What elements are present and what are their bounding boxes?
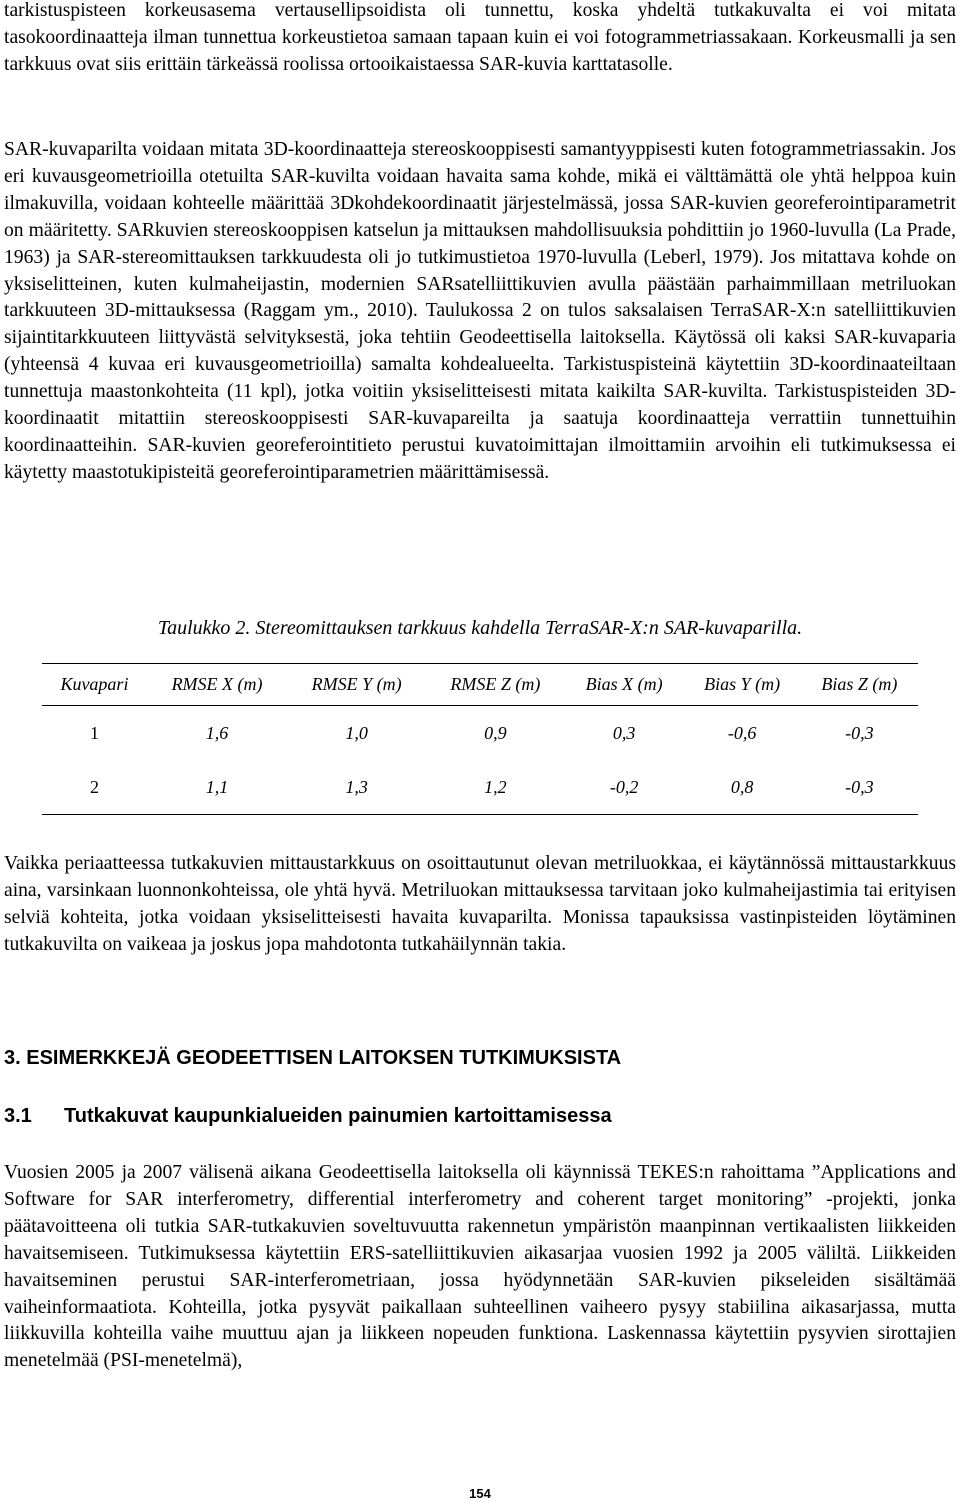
cell-rmse-x: 1,6: [205, 722, 229, 743]
header-kuvapari: Kuvapari: [42, 664, 147, 706]
cell-bias-z: -0,3: [845, 722, 874, 743]
paragraph-stereo-measurement: SAR-kuvaparilta voidaan mitata 3D-koordinaatteja stereoskooppisesti samantyyppisesti kuten fotogrammetriassakin. Jos eri kuvausgeometrioilla otetuilta SAR-kuvilta voidaan havaita sama kohde, mikä ei välttämättä ole yhtä helppoa kuin ilmakuvilla, voidaan kohteelle määrittää 3Dkohdekoordinaatit järjestelmässä, jossa SAR-kuvien georeferointiparametrit on määritetty. SARkuvien stereoskooppisen katselun ja mittauksen mahdollisuuksia pohdittiin jo 1960-luvulla (La Prade, 1963) ja SAR-stereomittauksen tarkkuudesta oli jo tutkimustietoa 1970-luvulla (Leberl, 1979). Jos mitattava kohde on yksiselitteinen, kuten kulmaheijastin, modernien SARsatelliittikuvien avulla päästään parhaimmillaan metriluokan tarkkuuteen 3D-mittauksessa (Raggam ym., 2010). Taulukossa 2 on tulos saksalaisen TerraSAR-X:n satelliittikuvien sijaintitarkkuuteen liittyvästä selvityksestä, joka tehtiin Geodeettisella laitoksella. Käytössä oli kaksi SAR-kuvaparia (yhteensä 4 kuvaa eri kuvausgeometrioilla) samalta kohdealueelta. Tarkistuspisteinä käytettiin 3D-koordinaateiltaan tunnettuja maastonkohteita (11 kpl), jotka voitiin yksiselitteisesti mitata kaikilta SAR-kuvilta. Tarkistuspisteiden 3D-koordinaatit mitattiin stereoskooppisesti SAR-kuvapareilta ja saatuja koordinaatteja verrattiin tunnettuihin koordinaatteihin. SAR-kuvien georeferointitieto perustui kuvatoimittajan ilmoittamiin arvoihin eli tutkimuksessa ei käytetty maastotukipisteitä georeferointiparametrien määrittämisessä.: [4, 139, 956, 483]
cell-rmse-z: 1,2: [426, 760, 565, 815]
paragraph-project-description: Vuosien 2005 ja 2007 välisenä aikana Geodeettisella laitoksella oli käynnissä TEKES:n rahoittama ”Applications and Software for SAR interferometry, differential interferometry and coherent target monitoring” -projekti, jonka päätavoitteena oli tutkia SAR-tutkakuvien soveltuvuutta rakennetun ympäristön maanpinnan vertikaalisten liikkeiden havaitsemiseen. Tutkimuksessa käytettiin ERS-satelliittikuvien aikasarjaa vuosien 1992 ja 2005 väliltä. Liikkeiden havaitseminen perustui SAR-interferometriaan, jossa hyödynnetään SAR-kuvien pikseleiden sisältämää vaiheinformaatiota. Kohteilla, jotka pysyvät paikallaan suhteellinen vaiheero pysyy stabiilina aikasarjassa, mutta liikkuvilla kohteilla vaihe muuttuu ajan ja liikkeen nopeuden funktiona. Laskennassa käytettiin pysyvien sirottajien menetelmää (PSI-menetelmä),: [4, 1162, 956, 1372]
cell-kuvapari: 2: [42, 760, 147, 815]
cell-rmse-x: 1,1: [147, 760, 287, 815]
header-bias-y: Bias Y (m): [684, 664, 801, 706]
section-title: ESIMERKKEJÄ GEODEETTISEN LAITOKSEN TUTKIMUKSISTA: [26, 1047, 622, 1069]
cell-rmse-y: 1,3: [287, 760, 426, 815]
section-heading: [4, 1044, 621, 1072]
cell-bias-x: -0,2: [565, 760, 684, 815]
header-bias-z: Bias Z (m): [801, 664, 918, 706]
page-number: 154: [469, 1486, 491, 1501]
table-row: [42, 760, 918, 815]
accuracy-table: [42, 663, 918, 815]
cell-rmse-y: 1,0: [345, 722, 368, 743]
paragraph-measurement-accuracy: Vaikka periaatteessa tutkakuvien mittaustarkkuus on osoittautunut olevan metriluokkaa, ei käytännössä mittaustarkkuus aina, varsinkaan luonnonkohteissa, ole yhtä hyvä. Metriluokan mittauksessa tarvitaan joko kulmaheijastimia tai erityisen selviä kohteita, jotka voidaan yksiselitteisesti havaita kuvaparilta. Monissa tapauksissa vastinpisteiden löytäminen tutkakuvilta on vaikeaa ja joskus jopa mahdotonta tutkahäilynnän takia.: [4, 853, 956, 955]
cell-bias-z: -0,3: [801, 760, 918, 815]
section-number: 3.: [4, 1047, 21, 1069]
paragraph-ortho-correction: tarkistuspisteen korkeusasema vertausellipsoidista oli tunnettu, koska yhdeltä tutkakuvalta ei voi mitata tasokoordinaatteja ilman tunnettua korkeustietoa samaan tapaan kuin ei voi fotogrammetriassakaan. Korkeusmalli ja sen tarkkuus ovat siis erittäin tärkeässä roolissa ortooikaistaessa SAR-kuvia karttatasolle.: [4, 0, 956, 75]
subsection-title: Tutkakuvat kaupunkialueiden painumien kartoittamisessa: [64, 1105, 612, 1127]
header-rmse-x: RMSE X (m): [147, 664, 287, 706]
header-rmse-y: RMSE Y (m): [287, 664, 426, 706]
subsection-heading: [4, 1102, 612, 1130]
cell-bias-y: -0,6: [727, 722, 757, 743]
table-caption: Taulukko 2. Stereomittauksen tarkkuus kahdella TerraSAR-X:n SAR-kuvaparilla.: [157, 617, 803, 639]
cell-bias-x: 0,3: [612, 722, 636, 743]
table-row: [42, 706, 918, 761]
header-bias-x: Bias X (m): [565, 664, 684, 706]
table-header-row: [42, 664, 918, 706]
header-rmse-z: RMSE Z (m): [426, 664, 565, 706]
subsection-number: 3.1: [4, 1105, 32, 1127]
cell-bias-y: 0,8: [684, 760, 801, 815]
cell-kuvapari: 1: [89, 722, 99, 743]
cell-rmse-z: 0,9: [484, 722, 507, 743]
